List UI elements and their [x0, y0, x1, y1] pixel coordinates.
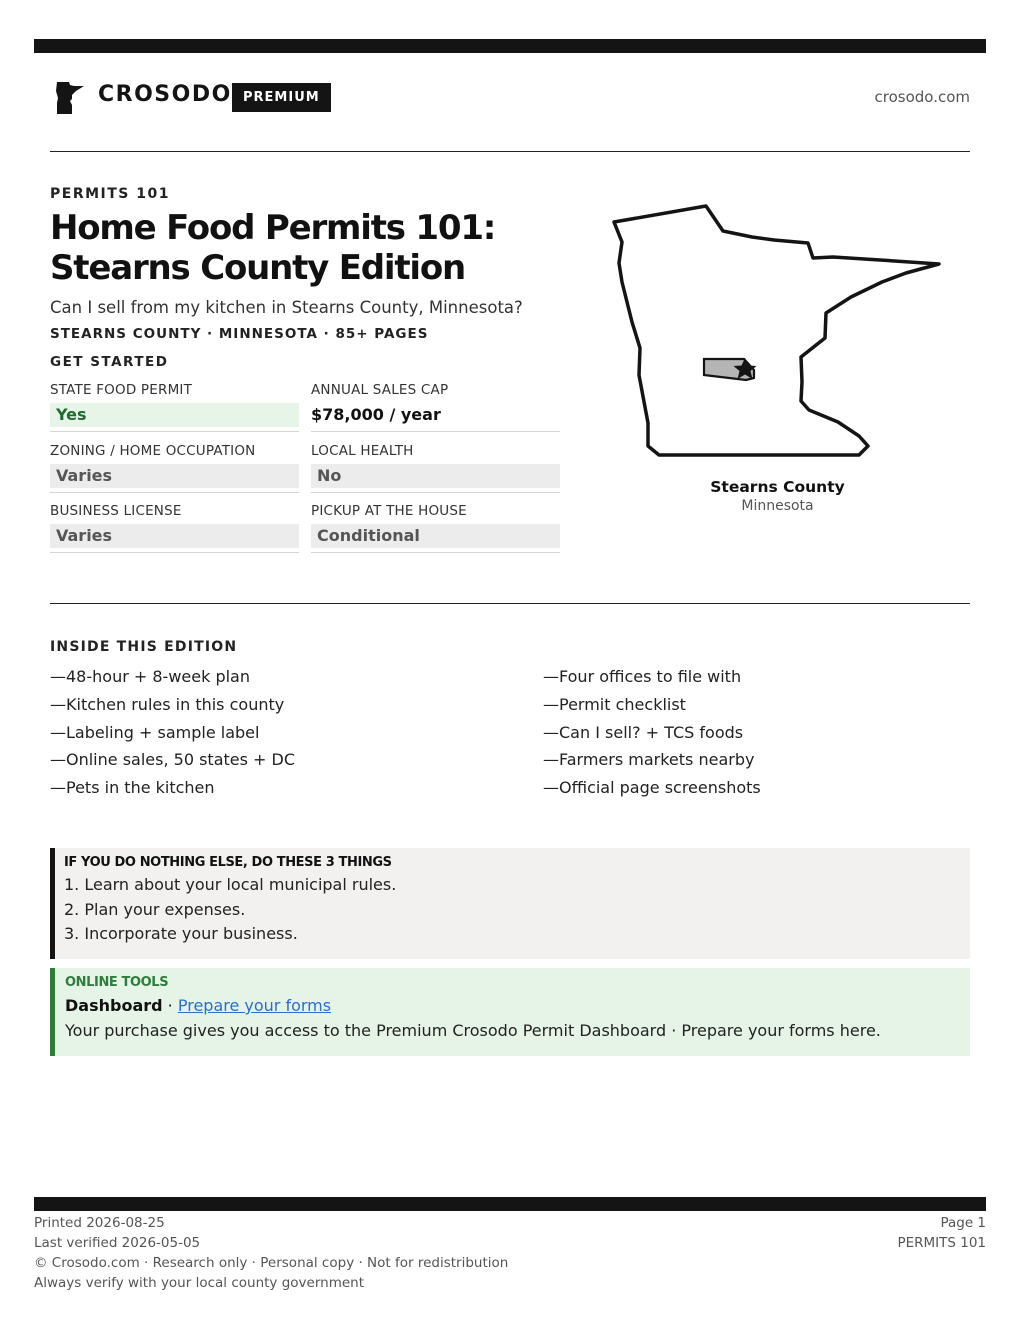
bottom-bar	[34, 1197, 986, 1211]
fact-label: BUSINESS LICENSE	[50, 503, 182, 519]
top-bar	[34, 39, 986, 53]
callout-heading: IF YOU DO NOTHING ELSE, DO THESE 3 THINGS	[64, 855, 392, 870]
inside-heading: INSIDE THIS EDITION	[50, 639, 238, 655]
fact-divider	[311, 431, 560, 432]
callout-item: 1. Learn about your local municipal rules.	[64, 875, 397, 894]
list-item: —Can I sell? + TCS foods	[543, 722, 744, 742]
callout-item: 3. Incorporate your business.	[64, 924, 298, 943]
fact-value: Conditional	[311, 524, 560, 548]
fact-divider	[50, 492, 299, 493]
fact-divider	[311, 552, 560, 553]
fact-pickup	[311, 503, 560, 553]
tools-heading: ONLINE TOOLS	[65, 975, 169, 990]
list-item: —Official page screenshots	[543, 778, 761, 798]
premium-badge: PREMIUM	[232, 83, 331, 112]
fact-value: No	[311, 464, 560, 488]
list-item: —Permit checklist	[543, 694, 686, 714]
fact-divider	[50, 552, 299, 553]
dashboard-label: Dashboard	[65, 996, 163, 1015]
footer-section: PERMITS 101	[897, 1235, 986, 1251]
list-item: —Labeling + sample label	[50, 722, 260, 742]
fact-label: ZONING / HOME OCCUPATION	[50, 443, 256, 459]
top-three-callout	[50, 848, 970, 959]
list-item: —Online sales, 50 states + DC	[50, 750, 296, 770]
page-number: Page 1	[940, 1215, 986, 1231]
page-title: Home Food Permits 101: Stearns County Edition	[50, 208, 496, 288]
brand-name[interactable]: CROSODO	[98, 82, 232, 107]
fact-zoning	[50, 443, 299, 493]
fact-divider	[311, 492, 560, 493]
section-kicker: PERMITS 101	[50, 186, 170, 202]
fact-annual-sales-cap	[311, 382, 560, 432]
page-subtitle: Can I sell from my kitchen in Stearns County, Minnesota?	[50, 298, 523, 317]
site-url[interactable]: crosodo.com	[874, 88, 970, 106]
fact-value: Varies	[50, 524, 299, 548]
get-started-heading: GET STARTED	[50, 354, 169, 370]
printed-date: Printed 2026-08-25	[34, 1215, 165, 1231]
minnesota-logo-icon	[55, 81, 85, 115]
list-item: —Pets in the kitchen	[50, 778, 215, 798]
inside-list-left	[50, 666, 295, 805]
fact-state-food-permit	[50, 382, 299, 432]
map-county: Stearns County	[710, 478, 845, 496]
fact-divider	[50, 431, 299, 432]
footer-right	[897, 1213, 986, 1253]
prepare-forms-link[interactable]: Prepare your forms	[177, 996, 332, 1015]
footer-left	[34, 1213, 508, 1293]
minnesota-outline	[614, 206, 939, 455]
fact-value: Varies	[50, 464, 299, 488]
fact-label: ANNUAL SALES CAP	[311, 382, 449, 398]
fact-local-health	[311, 443, 560, 493]
list-item: —48-hour + 8-week plan	[50, 667, 250, 686]
fact-value: $78,000 / year	[311, 405, 441, 424]
fact-value: Yes	[50, 403, 299, 427]
online-tools-box	[50, 968, 970, 1056]
list-item: —Four offices to file with	[543, 667, 742, 686]
fact-label: PICKUP AT THE HOUSE	[311, 503, 467, 519]
verified-date: Last verified 2026-05-05	[34, 1235, 201, 1251]
list-item: —Farmers markets nearby	[543, 750, 755, 770]
edition-meta: STEARNS COUNTY · MINNESOTA · 85+ PAGES	[50, 326, 429, 342]
tools-row	[65, 996, 970, 1015]
inside-list-right	[543, 666, 761, 805]
verify-note: Always verify with your local county government	[34, 1275, 364, 1291]
fact-label: STATE FOOD PERMIT	[50, 382, 193, 398]
tools-separator: ·	[162, 996, 178, 1015]
map-caption	[640, 478, 915, 514]
county-locator-map	[604, 200, 950, 462]
header-divider	[50, 151, 970, 152]
list-item: —Kitchen rules in this county	[50, 694, 285, 714]
copyright: © Crosodo.com · Research only · Personal copy · Not for redistribution	[34, 1255, 509, 1271]
fact-label: LOCAL HEALTH	[311, 443, 414, 459]
map-state: Minnesota	[741, 498, 814, 514]
section-divider	[50, 603, 970, 604]
fact-business-license	[50, 503, 299, 553]
header	[50, 78, 970, 118]
callout-item: 2. Plan your expenses.	[64, 899, 246, 919]
tools-description: Your purchase gives you access to the Premium Crosodo Permit Dashboard · Prepare your forms here.	[65, 1021, 881, 1040]
